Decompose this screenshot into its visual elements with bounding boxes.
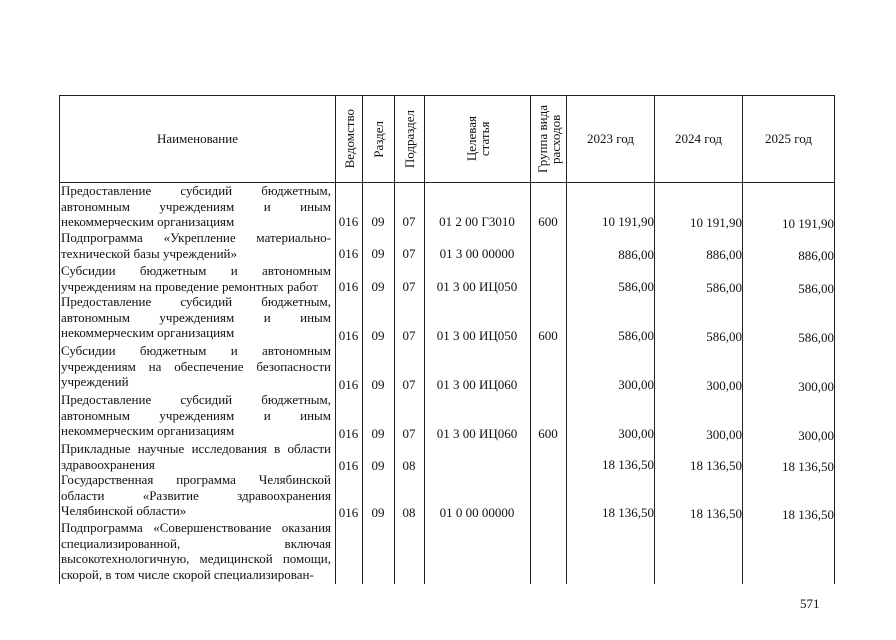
header-2025 bbox=[743, 96, 834, 182]
row-2025: 586,00 bbox=[798, 330, 834, 345]
header-podrazdel bbox=[395, 96, 425, 182]
row-2023: 886,00 bbox=[618, 247, 654, 262]
row-podrazdel: 07 bbox=[402, 214, 416, 229]
row-2023: 10 191,90 bbox=[602, 214, 654, 229]
row-celevaya: 01 0 00 00000 bbox=[439, 505, 515, 520]
row-name: Подпрограмма «Укрепление материально-технической базы учреждений» bbox=[61, 230, 331, 261]
row-celevaya: 01 3 00 ИЦ060 bbox=[436, 377, 518, 392]
table-header bbox=[59, 95, 835, 183]
row-vedomstvo: 016 bbox=[338, 214, 359, 229]
col-line bbox=[59, 182, 60, 584]
row-vedomstvo: 016 bbox=[338, 279, 359, 294]
row-2024: 10 191,90 bbox=[690, 215, 742, 230]
row-celevaya: 01 3 00 ИЦ050 bbox=[436, 279, 518, 294]
row-2024: 886,00 bbox=[706, 247, 742, 262]
row-2023: 18 136,50 bbox=[602, 505, 654, 520]
row-name: Государственная программа Челябинской области «Развитие здравоохранения Челябинской области» bbox=[61, 472, 331, 518]
header-2024-text: 2024 год bbox=[675, 131, 722, 146]
row-vedomstvo: 016 bbox=[338, 426, 359, 441]
header-gruppa bbox=[531, 96, 567, 182]
row-name: Предоставление субсидий бюджетным, автономным учреждениям и иным некоммерческим организациям bbox=[61, 392, 331, 438]
row-razdel: 09 bbox=[371, 377, 385, 392]
row-podrazdel: 07 bbox=[402, 328, 416, 343]
col-line bbox=[530, 182, 531, 584]
row-name: Предоставление субсидий бюджетным, автономным учреждениям и иным некоммерческим организациям bbox=[61, 183, 331, 229]
row-razdel: 09 bbox=[371, 279, 385, 294]
row-name: Подпрограмма «Совершенствование оказания специализированной, включая высокотехнологичную, медицинской помощи, скорой, в том числе скорой специализирован- bbox=[61, 520, 331, 582]
row-gruppa: 600 bbox=[538, 214, 558, 229]
header-gruppa-text: Группа вида расходов bbox=[534, 105, 563, 173]
header-vedomstvo-text: Ведомство bbox=[341, 109, 357, 169]
row-razdel: 09 bbox=[371, 458, 385, 473]
row-vedomstvo: 016 bbox=[338, 246, 359, 261]
row-2023: 586,00 bbox=[618, 328, 654, 343]
row-razdel: 09 bbox=[371, 505, 385, 520]
header-celevaya bbox=[425, 96, 531, 182]
row-celevaya: 01 2 00 Г3010 bbox=[439, 214, 515, 229]
row-2025: 300,00 bbox=[798, 428, 834, 443]
header-name-text: Наименование bbox=[157, 131, 238, 146]
row-vedomstvo: 016 bbox=[338, 328, 359, 343]
row-2023: 300,00 bbox=[618, 377, 654, 392]
row-gruppa: 600 bbox=[538, 426, 558, 441]
page-number: 571 bbox=[800, 596, 820, 611]
row-razdel: 09 bbox=[371, 328, 385, 343]
header-razdel-text: Раздел bbox=[371, 120, 386, 158]
row-2025: 18 136,50 bbox=[782, 459, 834, 474]
row-celevaya: 01 3 00 ИЦ050 bbox=[436, 328, 518, 343]
row-razdel: 09 bbox=[371, 214, 385, 229]
header-celevaya-text: Целевая статья bbox=[463, 116, 492, 162]
row-2023: 18 136,50 bbox=[602, 457, 654, 472]
row-2024: 300,00 bbox=[706, 378, 742, 393]
row-2024: 586,00 bbox=[706, 329, 742, 344]
header-2023 bbox=[567, 96, 655, 182]
header-2023-text: 2023 год bbox=[587, 131, 634, 146]
row-vedomstvo: 016 bbox=[338, 458, 359, 473]
row-2023: 300,00 bbox=[618, 426, 654, 441]
row-podrazdel: 07 bbox=[402, 426, 416, 441]
row-2024: 586,00 bbox=[706, 280, 742, 295]
row-vedomstvo: 016 bbox=[338, 505, 359, 520]
row-name: Прикладные научные исследования в области здравоохранения bbox=[61, 441, 331, 472]
row-celevaya: 01 3 00 00000 bbox=[439, 246, 515, 261]
row-2024: 18 136,50 bbox=[690, 506, 742, 521]
row-2024: 18 136,50 bbox=[690, 458, 742, 473]
col-line bbox=[834, 182, 835, 584]
row-celevaya: 01 3 00 ИЦ060 bbox=[436, 426, 518, 441]
header-2024 bbox=[655, 96, 743, 182]
row-name: Предоставление субсидий бюджетным, автономным учреждениям и иным некоммерческим организациям bbox=[61, 294, 331, 340]
row-podrazdel: 07 bbox=[402, 246, 416, 261]
row-name: Субсидии бюджетным и автономным учреждениям на проведение ремонтных работ bbox=[61, 263, 331, 294]
row-razdel: 09 bbox=[371, 426, 385, 441]
row-2025: 886,00 bbox=[798, 248, 834, 263]
row-2023: 586,00 bbox=[618, 279, 654, 294]
row-name: Субсидии бюджетным и автономным учреждениям на обеспечение безопасности учреждений bbox=[61, 343, 331, 389]
row-2025: 586,00 bbox=[798, 281, 834, 296]
row-podrazdel: 07 bbox=[402, 279, 416, 294]
row-podrazdel: 08 bbox=[402, 458, 416, 473]
header-name bbox=[60, 96, 336, 182]
header-razdel bbox=[363, 96, 395, 182]
header-2025-text: 2025 год bbox=[765, 131, 812, 146]
row-2024: 300,00 bbox=[706, 427, 742, 442]
row-vedomstvo: 016 bbox=[338, 377, 359, 392]
row-podrazdel: 08 bbox=[402, 505, 416, 520]
row-2025: 18 136,50 bbox=[782, 507, 834, 522]
row-2025: 300,00 bbox=[798, 379, 834, 394]
row-2025: 10 191,90 bbox=[782, 216, 834, 231]
row-gruppa: 600 bbox=[538, 328, 558, 343]
header-vedomstvo bbox=[336, 96, 363, 182]
row-razdel: 09 bbox=[371, 246, 385, 261]
header-podrazdel-text: Подраздел bbox=[402, 109, 417, 169]
row-podrazdel: 07 bbox=[402, 377, 416, 392]
